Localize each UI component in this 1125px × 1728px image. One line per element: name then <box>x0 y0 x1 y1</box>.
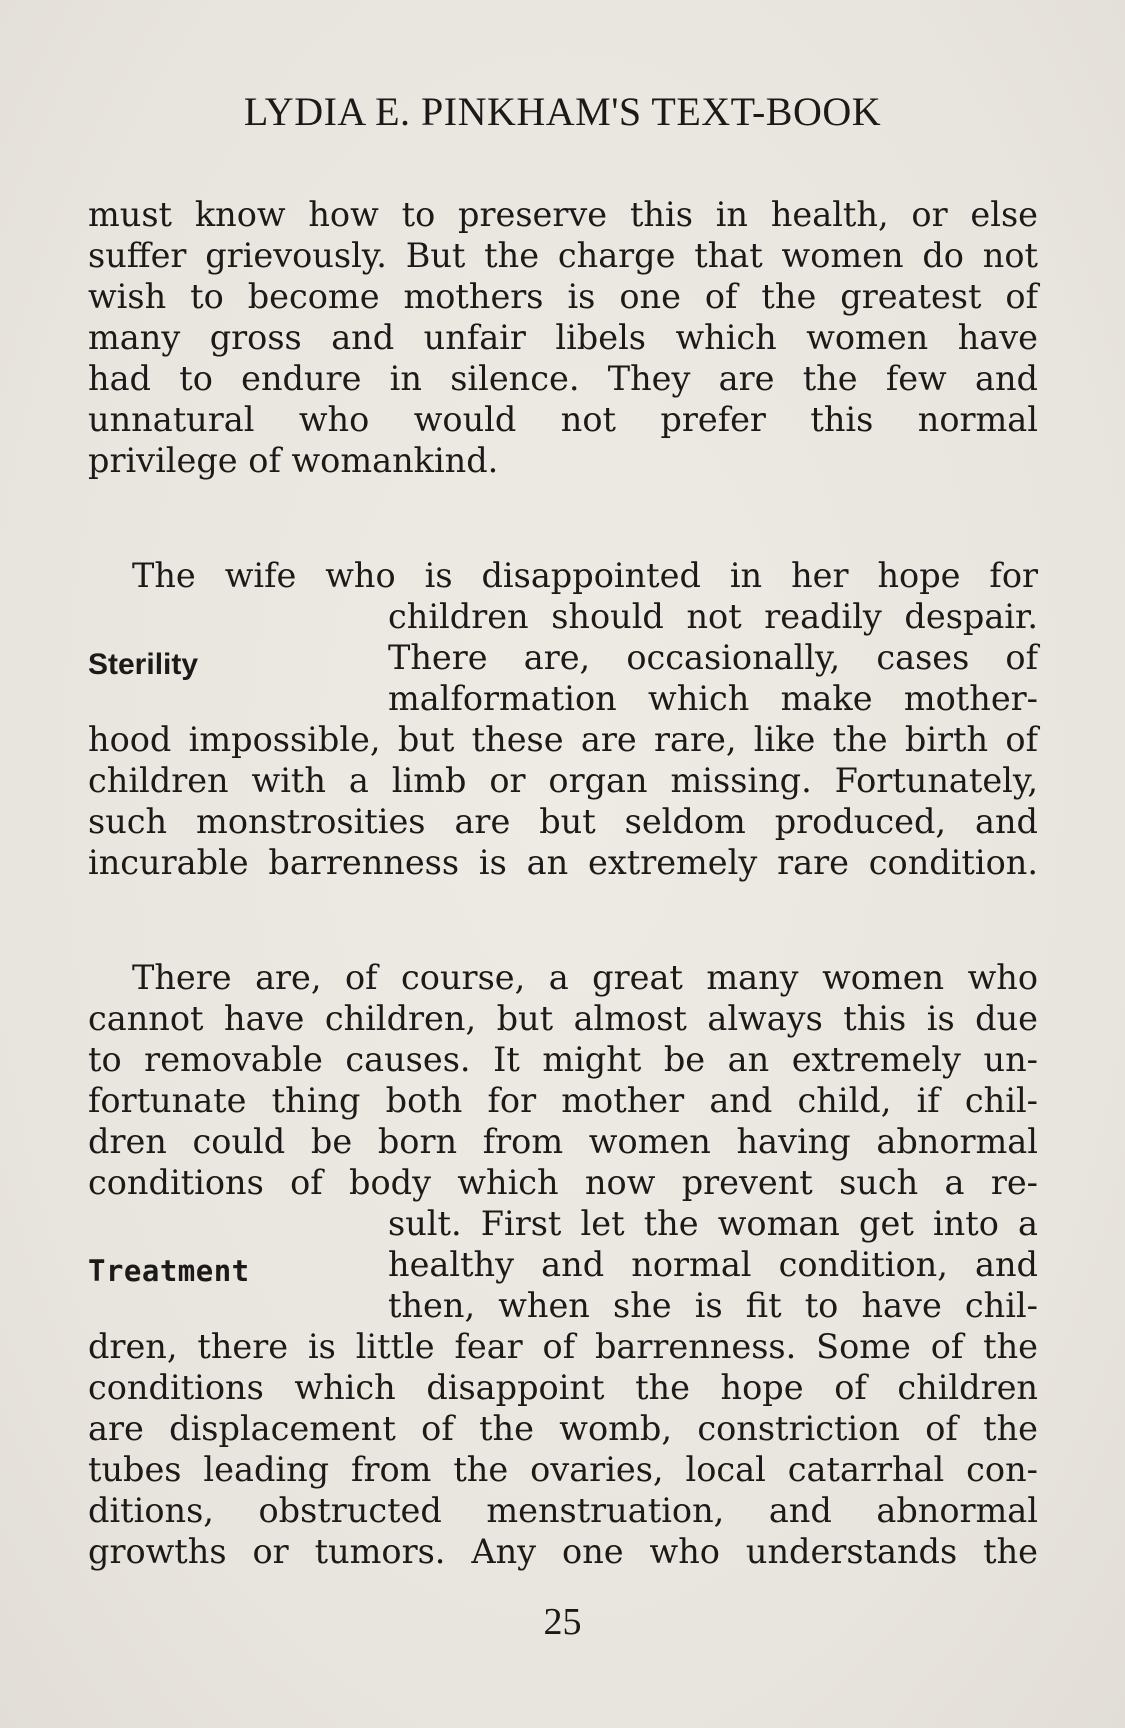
text-line: hood impossible, but these are rare, like the birth of <box>88 720 1038 759</box>
text-line: cannot have children, but almost always this is due <box>88 999 1038 1038</box>
text-line: There are, of course, a great many women who <box>132 958 1038 997</box>
text-line: ditions, obstructed menstruation, and abnormal <box>88 1491 1038 1530</box>
paragraph-1 <box>88 194 1038 481</box>
text-line: many gross and unfair libels which women have <box>88 318 1038 357</box>
paragraph-2 <box>88 555 1038 883</box>
text-line: suffer grievously. But the charge that women do not <box>88 236 1038 275</box>
text-line: such monstrosities are but seldom produced, and <box>88 802 1038 841</box>
text-line: fortunate thing both for mother and child, if chil- <box>88 1081 1038 1120</box>
text-line: must know how to preserve this in health, or else <box>88 195 1038 234</box>
text-line: dren, there is little fear of barrenness. Some of the <box>88 1327 1038 1366</box>
paragraph-3 <box>88 957 1038 1572</box>
text-line: had to endure in silence. They are the few and <box>88 359 1038 398</box>
text-line: unnatural who would not prefer this normal <box>88 400 1038 439</box>
text-line: The wife who is disappointed in her hope for <box>132 556 1038 595</box>
side-heading-sterility: Sterility <box>88 648 199 681</box>
text-line: growths or tumors. Any one who understands the <box>88 1532 1038 1571</box>
page-number: 25 <box>543 1601 582 1643</box>
text-line: incurable barrenness is an extremely rare condition. <box>88 843 1038 882</box>
text-line: to removable causes. It might be an extremely un- <box>88 1040 1038 1079</box>
text-line: conditions of body which now prevent such a re- <box>88 1163 1038 1202</box>
text-line: sult. First let the woman get into a <box>388 1204 1038 1243</box>
text-line: children with a limb or organ missing. Fortunately, <box>88 761 1038 800</box>
text-line: There are, occasionally, cases of <box>388 638 1038 677</box>
text-line: then, when she is fit to have chil- <box>388 1286 1038 1325</box>
text-line: are displacement of the womb, constriction of the <box>88 1409 1038 1448</box>
side-heading-treatment: Treatment <box>88 1254 250 1288</box>
text-line: tubes leading from the ovaries, local catarrhal con- <box>88 1450 1038 1489</box>
text-line: healthy and normal condition, and <box>388 1245 1038 1284</box>
text-line: dren could be born from women having abnormal <box>88 1122 1038 1161</box>
text-line: conditions which disappoint the hope of children <box>88 1368 1038 1407</box>
running-title: LYDIA E. PINKHAM'S TEXT-BOOK <box>243 89 882 134</box>
text-line: children should not readily despair. <box>388 597 1038 636</box>
text-line: malformation which make mother- <box>388 679 1038 718</box>
text-line: wish to become mothers is one of the greatest of <box>88 277 1038 316</box>
text-line: privilege of womankind. <box>88 441 499 480</box>
